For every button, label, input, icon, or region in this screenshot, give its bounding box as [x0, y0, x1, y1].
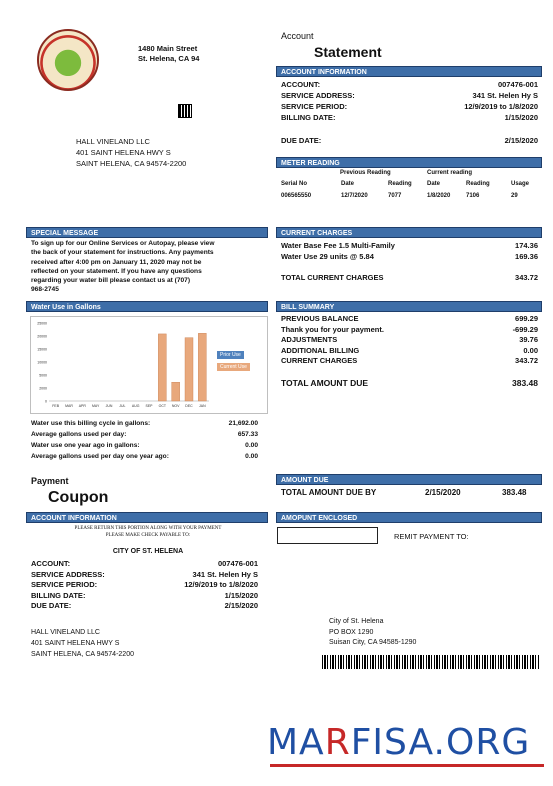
coupon-customer-name: HALL VINELAND LLC — [31, 629, 100, 636]
adjustments-label: ADJUSTMENTS — [281, 335, 338, 344]
meter-prev-reading: 7077 — [388, 193, 402, 199]
legend-prior-use: Prior Use — [217, 351, 244, 359]
special-message-line: the back of your statement for instructions. Any payments — [31, 249, 214, 257]
payment-title-small: Payment — [31, 476, 69, 486]
coupon-payee: CITY OF ST. HELENA — [112, 548, 184, 555]
remit-payment-label: REMIT PAYMENT TO: — [394, 532, 469, 541]
payment-title: Coupon — [48, 489, 109, 506]
bar-current-use — [172, 382, 180, 401]
meter-curr-reading: 7106 — [466, 193, 480, 199]
watermark-part: .ORG — [433, 722, 531, 763]
customer-name: HALL VINELAND LLC — [76, 137, 150, 146]
amount-enclosed-input[interactable] — [277, 527, 378, 544]
meter-usage: 29 — [511, 193, 518, 199]
special-message-line: To sign up for our Online Services or Autopay, please view — [31, 240, 215, 247]
due-date-label: DUE DATE: — [281, 136, 322, 145]
bar-current-use — [158, 334, 166, 401]
stat-value: 0.00 — [245, 453, 258, 460]
total-amount-due-label: TOTAL AMOUNT DUE — [281, 378, 369, 388]
coupon-service-address-value: 341 St. Helen Hy S — [192, 569, 258, 579]
account-value: 007476-001 — [497, 80, 538, 89]
amount-enclosed-header: AMOPUNT ENCLOSED — [276, 512, 542, 523]
base-fee-label: Water Base Fee 1.5 Multi-Family — [281, 241, 395, 250]
water-use-header: Water Use in Gallons — [26, 301, 268, 312]
y-tick-label: 5000 — [39, 373, 47, 378]
payment-barcode — [322, 655, 540, 669]
watermark-underline — [270, 764, 544, 767]
special-message-line: regarding your water bill please contact us at (707) — [31, 277, 191, 285]
statement-title-small: Account — [281, 31, 314, 41]
x-tick-label: JUN — [105, 404, 113, 408]
remit-address-line2: PO BOX 1290 — [329, 628, 374, 636]
remit-address-line1: City of St. Helena — [329, 618, 384, 625]
amount-due-header: AMOUNT DUE — [276, 474, 542, 485]
meter-curr-group: Current reading — [427, 170, 473, 176]
amount-due-date: 2/15/2020 — [425, 488, 461, 497]
previous-balance-label: PREVIOUS BALANCE — [281, 314, 359, 323]
special-message-header: SPECIAL MESSAGE — [26, 227, 268, 238]
customer-address2: SAINT HELENA, CA 94574-2200 — [76, 159, 187, 168]
total-current-charges-label: TOTAL CURRENT CHARGES — [281, 273, 384, 282]
x-tick-label: MAR — [65, 404, 73, 408]
current-charges-summary-label: CURRENT CHARGES — [281, 356, 358, 365]
coupon-customer-address2: SAINT HELENA, CA 94574-2200 — [31, 651, 134, 658]
y-tick-label: 20000 — [37, 334, 47, 339]
account-info-block — [281, 79, 538, 123]
stat-label: Average gallons used per day one year ago: — [31, 453, 169, 460]
payment-thanks-label: Thank you for your payment. — [281, 324, 384, 334]
x-tick-label: DEC — [185, 404, 193, 408]
total-amount-due-value: 383.48 — [512, 378, 538, 388]
bill-summary-header: BILL SUMMARY — [276, 301, 542, 312]
special-message-line: 968-2745 — [31, 286, 59, 294]
stat-value: 0.00 — [245, 442, 258, 449]
current-charges-summary-value: 343.72 — [515, 356, 538, 365]
meter-col-usage: Usage — [511, 181, 530, 187]
special-message-text — [31, 239, 267, 295]
coupon-customer-address1: 401 SAINT HELENA HWY S — [31, 640, 120, 647]
account-info-header: ACCOUNT INFORMATION — [276, 66, 542, 77]
meter-col-date1: Date — [341, 181, 355, 187]
x-tick-label: MAY — [92, 404, 100, 408]
customer-address1: 401 SAINT HELENA HWY S — [76, 148, 171, 157]
current-charges-header: CURRENT CHARGES — [276, 227, 542, 238]
meter-serial: 006565550 — [281, 193, 312, 199]
meter-curr-date: 1/8/2020 — [427, 193, 451, 199]
remit-address — [329, 617, 416, 649]
water-use-value: 169.36 — [515, 252, 538, 261]
billing-date-value: 1/15/2020 — [504, 113, 538, 122]
y-tick-label: 2000 — [39, 386, 47, 391]
coupon-account-label: ACCOUNT: — [31, 559, 71, 568]
x-tick-label: APR — [78, 404, 86, 408]
coupon-service-period-label: SERVICE PERIOD: — [31, 580, 98, 589]
service-address-value: 341 St. Helen Hy S — [472, 91, 538, 100]
y-tick-label: 15000 — [37, 347, 47, 352]
coupon-service-period-value: 12/9/2019 to 1/8/2020 — [184, 580, 258, 589]
customer-address — [76, 136, 186, 169]
total-amount-due-row — [281, 378, 538, 388]
total-current-charges-row — [281, 273, 538, 282]
coupon-account-block — [31, 559, 258, 612]
coupon-customer-address — [31, 627, 134, 660]
payment-thanks-value: -699.29 — [512, 324, 538, 334]
additional-billing-value: 0.00 — [523, 345, 538, 355]
base-fee-value: 174.36 — [515, 241, 538, 250]
bill-summary-block — [281, 314, 538, 367]
watermark-part: MA — [267, 722, 325, 763]
issuer-address-line1: 1480 Main Street — [138, 44, 198, 53]
coupon-account-info-header: ACCOUNT INFORMATION — [26, 512, 268, 523]
meter-col-date2: Date — [427, 181, 441, 187]
city-seal-logo — [37, 29, 99, 91]
x-tick-label: FEB — [52, 404, 60, 408]
x-tick-label: OCT — [158, 404, 167, 408]
due-date-value: 2/15/2020 — [504, 136, 538, 145]
x-tick-label: NOV — [171, 404, 180, 408]
statement-title: Statement — [314, 44, 382, 60]
coupon-instruction-line: PLEASE RETURN THIS PORTION ALONG WITH YOUR PAYMENT — [74, 526, 222, 531]
legend-current-use: Current Use — [217, 363, 250, 371]
x-tick-label: AUG — [131, 404, 140, 408]
meter-col-reading2: Reading — [466, 181, 490, 187]
y-tick-label: 10000 — [37, 360, 47, 365]
account-label: ACCOUNT: — [281, 80, 321, 89]
coupon-instructions — [30, 525, 266, 539]
service-period-label: SERVICE PERIOD: — [281, 102, 348, 111]
remit-address-line3: Suisan City, CA 94585-1290 — [329, 639, 417, 646]
issuer-address-line2: St. Helena, CA 94 — [138, 54, 200, 63]
water-use-stats — [31, 418, 258, 462]
x-tick-label: SEP — [145, 404, 153, 408]
meter-col-serial: Serial No — [281, 181, 308, 187]
watermark-part: R — [324, 722, 351, 763]
water-use-label: Water Use 29 units @ 5.84 — [281, 252, 374, 261]
x-tick-label: JAN — [199, 404, 206, 408]
watermark-logo — [267, 722, 530, 763]
meter-reading-header: METER READING — [276, 157, 542, 168]
previous-balance-value: 699.29 — [515, 314, 538, 323]
meter-col-reading1: Reading — [388, 181, 412, 187]
meter-prev-group: Previous Reading — [340, 170, 391, 176]
coupon-billing-date-value: 1/15/2020 — [224, 590, 258, 600]
qr-code-icon — [179, 105, 191, 117]
coupon-due-date-value: 2/15/2020 — [224, 601, 258, 610]
bar-current-use — [185, 338, 193, 401]
service-period-value: 12/9/2019 to 1/8/2020 — [464, 102, 538, 111]
stat-value: 657.33 — [237, 431, 258, 438]
amount-due-label: TOTAL AMOUNT DUE BY — [281, 488, 377, 497]
stat-label: Average gallons used per day: — [31, 431, 127, 438]
stat-label: Water use one year ago in gallons: — [31, 442, 140, 449]
stat-value: 21,692.00 — [228, 420, 258, 427]
meter-prev-date: 12/7/2020 — [341, 193, 368, 199]
x-tick-label: JUL — [119, 404, 126, 408]
amount-due-value: 383.48 — [502, 488, 527, 497]
special-message-line: reflected on your statement. If you have any questions — [31, 267, 202, 275]
watermark-part: FISA — [350, 722, 434, 763]
special-message-line: received after 4:00 pm on January 11, 2020 may not be — [31, 258, 202, 266]
coupon-instruction-line: PLEASE MAKE CHECK PAYABLE TO: — [105, 533, 191, 538]
coupon-billing-date-label: BILLING DATE: — [31, 590, 86, 600]
additional-billing-label: ADDITIONAL BILLING — [281, 345, 360, 355]
coupon-account-value: 007476-001 — [217, 559, 258, 568]
y-tick-label: 25000 — [37, 321, 47, 326]
water-use-chart — [30, 316, 268, 414]
bar-current-use — [198, 333, 206, 401]
coupon-service-address-label: SERVICE ADDRESS: — [31, 569, 105, 579]
billing-date-label: BILLING DATE: — [281, 113, 336, 122]
total-current-charges-value: 343.72 — [515, 273, 538, 282]
current-charges-block — [281, 240, 538, 262]
due-date-row — [281, 136, 538, 145]
coupon-due-date-label: DUE DATE: — [31, 601, 72, 610]
issuer-address — [138, 44, 199, 64]
adjustments-value: 39.76 — [519, 335, 538, 344]
service-address-label: SERVICE ADDRESS: — [281, 91, 355, 100]
y-tick-label: 0 — [45, 399, 47, 404]
stat-label: Water use this billing cycle in gallons: — [31, 420, 151, 427]
